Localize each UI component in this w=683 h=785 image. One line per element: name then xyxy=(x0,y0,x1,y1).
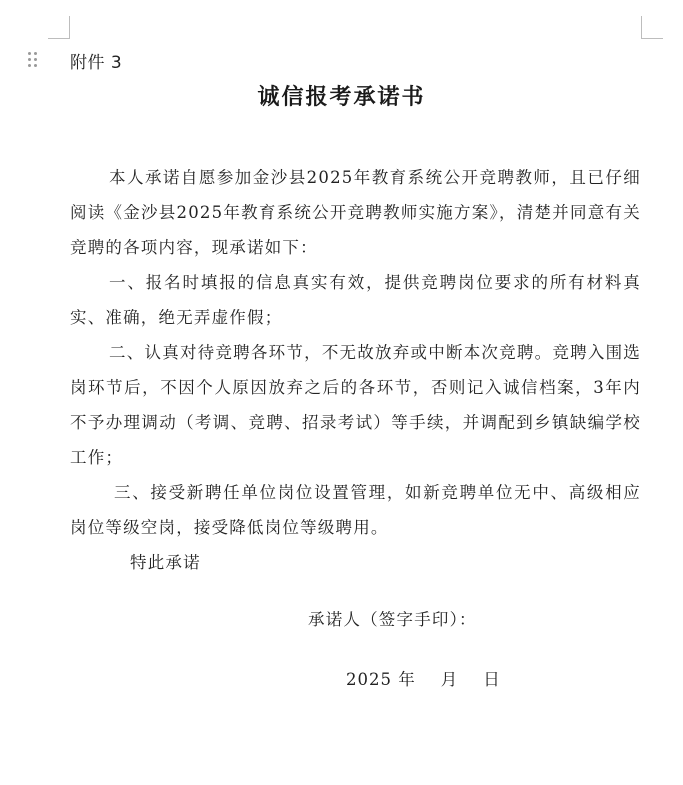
document-title: 诚信报考承诺书 xyxy=(257,85,426,110)
date-line: 2025 年 月 日 xyxy=(346,670,501,689)
crop-mark-top-left-v xyxy=(69,16,70,39)
pledge-text: 特此承诺 xyxy=(130,553,201,572)
paragraph-item-1: 一、报名时填报的信息真实有效，提供竞聘岗位要求的所有材料真实、准确，绝无弄虚作假； xyxy=(70,273,641,327)
paragraph-item-2: 二、认真对待竞聘各环节，不无故放弃或中断本次竞聘。竞聘入围选岗环节后，不因个人原因放弃之后的各环节，否则记入诚信档案，3年内不予办理调动（考调、竞聘、招录考试）等手续，并调配到乡镇缺编学校工作； xyxy=(70,343,641,467)
signature-label: 承诺人（签字手印）： xyxy=(308,610,477,629)
drag-handle-icon[interactable] xyxy=(28,52,38,68)
crop-mark-top-left-h xyxy=(48,38,70,39)
document-body xyxy=(70,160,641,580)
paragraph-intro: 本人承诺自愿参加金沙县2025年教育系统公开竞聘教师，且已仔细阅读《金沙县2025年教育系统公开竞聘教师实施方案》，清楚并同意有关竞聘的各项内容，现承诺如下： xyxy=(70,168,641,257)
paragraph-item-3: 三、接受新聘任单位岗位设置管理，如新竞聘单位无中、高级相应岗位等级空岗，接受降低岗位等级聘用。 xyxy=(70,483,641,537)
attachment-label: 附件 3 xyxy=(70,53,123,73)
crop-mark-top-right-h xyxy=(641,38,663,39)
crop-mark-top-right-v xyxy=(641,16,642,39)
